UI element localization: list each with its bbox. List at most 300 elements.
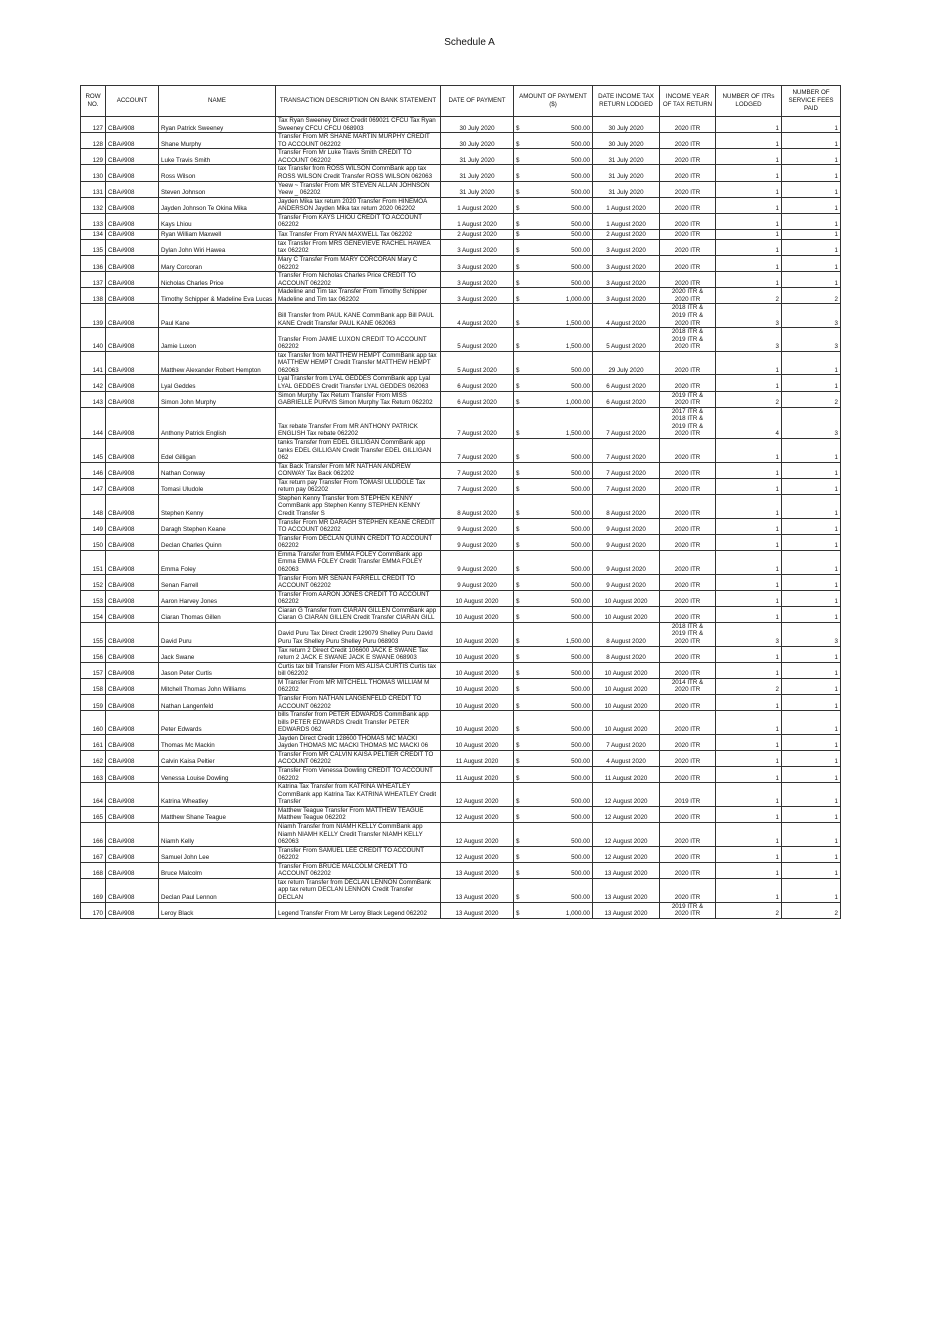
itrs-lodged-cell: 1 xyxy=(716,213,782,229)
fees-paid-cell: 1 xyxy=(782,518,841,534)
name-cell: Tomasi Uludole xyxy=(159,478,276,494)
payment-date-cell: 1 August 2020 xyxy=(441,197,514,213)
income-year-cell: 2020 ITR xyxy=(660,862,716,878)
amount-cell xyxy=(514,478,593,494)
currency-symbol: $ xyxy=(516,758,520,766)
itrs-lodged-cell: 1 xyxy=(716,462,782,478)
amount-value: 1,000.00 xyxy=(565,399,590,407)
amount-cell xyxy=(514,518,593,534)
amount-value: 1,500.00 xyxy=(565,343,590,351)
itrs-lodged-cell: 1 xyxy=(716,662,782,678)
name-cell: Niamh Kelly xyxy=(159,822,276,846)
table-row xyxy=(81,149,841,165)
income-year-cell: 2020 ITR xyxy=(660,133,716,149)
header-income-year: INCOME YEAR OF TAX RETURN xyxy=(660,86,716,117)
income-year-cell: 2020 ITR xyxy=(660,117,716,133)
table-row xyxy=(81,494,841,518)
name-cell: Jayden Johnson Te Okina Mika xyxy=(159,197,276,213)
amount-cell xyxy=(514,862,593,878)
description-cell: Transfer From MR SENAN FARRELL CREDIT TO ACCOUNT 062202 xyxy=(276,574,441,590)
row-number-cell: 133 xyxy=(81,213,106,229)
income-year-cell: 2020 ITR xyxy=(660,197,716,213)
name-cell: Ross Wilson xyxy=(159,165,276,181)
itrs-lodged-cell: 3 xyxy=(716,328,782,352)
amount-value: 500.00 xyxy=(571,221,590,229)
account-cell: CBA#908 xyxy=(106,391,159,407)
currency-symbol: $ xyxy=(516,542,520,550)
income-year-cell: 2019 ITR xyxy=(660,783,716,807)
table-row xyxy=(81,213,841,229)
payment-date-cell: 5 August 2020 xyxy=(441,328,514,352)
currency-symbol: $ xyxy=(516,430,520,438)
fees-paid-cell: 1 xyxy=(782,229,841,239)
amount-value: 1,500.00 xyxy=(565,638,590,645)
amount-cell xyxy=(514,711,593,735)
description-cell: tanks Transfer from EDEL GILLIGAN CommBank app tanks EDEL GILLIGAN Credit Transfer EDEL GILLIGAN 062 xyxy=(276,438,441,462)
itrs-lodged-cell: 1 xyxy=(716,165,782,181)
amount-cell xyxy=(514,550,593,574)
fees-paid-cell: 1 xyxy=(782,550,841,574)
itrs-lodged-cell: 1 xyxy=(716,351,782,375)
itrs-lodged-cell: 1 xyxy=(716,646,782,662)
name-cell: Thomas Mc Mackin xyxy=(159,734,276,750)
lodged-date-cell: 10 August 2020 xyxy=(593,711,660,735)
lodged-date-cell: 7 August 2020 xyxy=(593,462,660,478)
lodged-date-cell: 31 July 2020 xyxy=(593,165,660,181)
table-row xyxy=(81,846,841,862)
account-cell: CBA#908 xyxy=(106,375,159,391)
income-year-cell: 2018 ITR & 2019 ITR & 2020 ITR xyxy=(660,304,716,328)
fees-paid-cell: 1 xyxy=(782,783,841,807)
payment-date-cell: 7 August 2020 xyxy=(441,407,514,438)
table-row xyxy=(81,767,841,783)
payment-date-cell: 7 August 2020 xyxy=(441,478,514,494)
amount-cell xyxy=(514,878,593,902)
account-cell: CBA#908 xyxy=(106,462,159,478)
income-year-cell: 2020 ITR xyxy=(660,846,716,862)
row-number-cell: 157 xyxy=(81,662,106,678)
table-row xyxy=(81,734,841,750)
lodged-date-cell: 13 August 2020 xyxy=(593,862,660,878)
currency-symbol: $ xyxy=(516,910,520,918)
payment-date-cell: 31 July 2020 xyxy=(441,149,514,165)
itrs-lodged-cell: 1 xyxy=(716,375,782,391)
row-number-cell: 151 xyxy=(81,550,106,574)
lodged-date-cell: 9 August 2020 xyxy=(593,518,660,534)
fees-paid-cell: 2 xyxy=(782,288,841,304)
currency-symbol: $ xyxy=(516,774,520,782)
row-number-cell: 146 xyxy=(81,462,106,478)
account-cell: CBA#908 xyxy=(106,181,159,197)
header-description: TRANSACTION DESCRIPTION ON BANK STATEMENT xyxy=(276,86,441,117)
name-cell: Katrina Wheatley xyxy=(159,783,276,807)
row-number-cell: 138 xyxy=(81,288,106,304)
description-cell: Transfer From Venessa Dowling CREDIT TO ACCOUNT 062202 xyxy=(276,767,441,783)
itrs-lodged-cell: 1 xyxy=(716,734,782,750)
account-cell: CBA#908 xyxy=(106,117,159,133)
payment-date-cell: 10 August 2020 xyxy=(441,711,514,735)
description-cell: M Transfer From MR MITCHELL THOMAS WILLIAM M 062202 xyxy=(276,678,441,694)
payment-date-cell: 10 August 2020 xyxy=(441,646,514,662)
amount-value: 500.00 xyxy=(571,582,590,590)
name-cell: Shane Murphy xyxy=(159,133,276,149)
row-number-cell: 147 xyxy=(81,478,106,494)
account-cell: CBA#908 xyxy=(106,846,159,862)
account-cell: CBA#908 xyxy=(106,767,159,783)
description-cell: Simon Murphy Tax Return Transfer From MISS GABRIELLE PURVIS Simon Murphy Tax Return 062202 xyxy=(276,391,441,407)
description-cell: Transfer From NATHAN LANGENFELD CREDIT TO ACCOUNT 062202 xyxy=(276,694,441,710)
currency-symbol: $ xyxy=(516,726,520,734)
income-year-cell: 2020 ITR xyxy=(660,534,716,550)
description-cell: Transfer From JAMIE LUXON CREDIT TO ACCOUNT 062202 xyxy=(276,328,441,352)
currency-symbol: $ xyxy=(516,205,520,213)
itrs-lodged-cell: 1 xyxy=(716,494,782,518)
amount-value: 500.00 xyxy=(571,383,590,390)
row-number-cell: 137 xyxy=(81,272,106,288)
payment-date-cell: 10 August 2020 xyxy=(441,606,514,622)
amount-cell xyxy=(514,662,593,678)
account-cell: CBA#908 xyxy=(106,165,159,181)
lodged-date-cell: 7 August 2020 xyxy=(593,478,660,494)
currency-symbol: $ xyxy=(516,670,520,678)
amount-value: 500.00 xyxy=(571,124,590,132)
fees-paid-cell: 2 xyxy=(782,902,841,918)
income-year-cell: 2020 ITR xyxy=(660,181,716,197)
currency-symbol: $ xyxy=(516,140,520,148)
page-title: Schedule A xyxy=(444,37,495,48)
table-row xyxy=(81,694,841,710)
payment-date-cell: 10 August 2020 xyxy=(441,694,514,710)
description-cell: Tax return 2 Direct Credit 106600 JACK E SWANE Tax return 2 JACK E SWANE JACK E SWANE 068903 xyxy=(276,646,441,662)
lodged-date-cell: 13 August 2020 xyxy=(593,878,660,902)
income-year-cell: 2020 ITR & 2020 ITR xyxy=(660,288,716,304)
currency-symbol: $ xyxy=(516,510,520,517)
account-cell: CBA#908 xyxy=(106,783,159,807)
row-number-cell: 162 xyxy=(81,750,106,766)
name-cell: Nicholas Charles Price xyxy=(159,272,276,288)
itrs-lodged-cell: 2 xyxy=(716,288,782,304)
amount-value: 500.00 xyxy=(571,172,590,180)
fees-paid-cell: 1 xyxy=(782,534,841,550)
amount-value: 500.00 xyxy=(571,510,590,517)
description-cell: Niamh Transfer from NIAMH KELLY CommBank app Niamh NIAMH KELLY Credit Transfer NIAMH KELLY 062063 xyxy=(276,822,441,846)
table-row xyxy=(81,351,841,375)
currency-symbol: $ xyxy=(516,486,520,494)
income-year-cell: 2020 ITR xyxy=(660,550,716,574)
row-number-cell: 167 xyxy=(81,846,106,862)
lodged-date-cell: 10 August 2020 xyxy=(593,606,660,622)
name-cell: Jamie Luxon xyxy=(159,328,276,352)
fees-paid-cell: 1 xyxy=(782,694,841,710)
table-row xyxy=(81,518,841,534)
description-cell: David Puru Tax Direct Credit 129079 Shelley Puru David Puru Tax Shelley Puru Shelley Puru 068903 xyxy=(276,622,441,646)
fees-paid-cell: 1 xyxy=(782,767,841,783)
payment-date-cell: 4 August 2020 xyxy=(441,304,514,328)
account-cell: CBA#908 xyxy=(106,197,159,213)
account-cell: CBA#908 xyxy=(106,213,159,229)
row-number-cell: 165 xyxy=(81,806,106,822)
description-cell: Matthew Teague Transfer From MATTHEW TEAGUE Matthew Teague 062202 xyxy=(276,806,441,822)
description-cell: Transfer From Mr Luke Travis Smith CREDIT TO ACCOUNT 062202 xyxy=(276,149,441,165)
table-row xyxy=(81,229,841,239)
account-cell: CBA#908 xyxy=(106,806,159,822)
account-cell: CBA#908 xyxy=(106,606,159,622)
income-year-cell: 2020 ITR xyxy=(660,375,716,391)
income-year-cell: 2020 ITR xyxy=(660,646,716,662)
row-number-cell: 140 xyxy=(81,328,106,352)
description-cell: Legend Transfer From Mr Leroy Black Legend 062202 xyxy=(276,902,441,918)
itrs-lodged-cell: 1 xyxy=(716,550,782,574)
name-cell: Jason Peter Curtis xyxy=(159,662,276,678)
amount-cell xyxy=(514,117,593,133)
row-number-cell: 144 xyxy=(81,407,106,438)
amount-value: 500.00 xyxy=(571,263,590,271)
amount-cell xyxy=(514,606,593,622)
description-cell: tax Transfer from ROSS WILSON CommBank app tax ROSS WILSON Credit Transfer ROSS WILSON 062063 xyxy=(276,165,441,181)
amount-cell xyxy=(514,590,593,606)
lodged-date-cell: 4 August 2020 xyxy=(593,750,660,766)
account-cell: CBA#908 xyxy=(106,711,159,735)
table-row xyxy=(81,272,841,288)
currency-symbol: $ xyxy=(516,854,520,862)
itrs-lodged-cell: 2 xyxy=(716,678,782,694)
row-number-cell: 155 xyxy=(81,622,106,646)
description-cell: Tax Ryan Sweeney Direct Credit 069021 CFCU Tax Ryan Sweeney CFCU CFCU 068903 xyxy=(276,117,441,133)
lodged-date-cell: 2 August 2020 xyxy=(593,229,660,239)
lodged-date-cell: 10 August 2020 xyxy=(593,694,660,710)
fees-paid-cell: 1 xyxy=(782,862,841,878)
name-cell: Ryan Patrick Sweeney xyxy=(159,117,276,133)
account-cell: CBA#908 xyxy=(106,288,159,304)
table-row xyxy=(81,407,841,438)
payment-date-cell: 30 July 2020 xyxy=(441,117,514,133)
name-cell: Kays Lhiou xyxy=(159,213,276,229)
amount-cell xyxy=(514,288,593,304)
currency-symbol: $ xyxy=(516,654,520,662)
amount-cell xyxy=(514,750,593,766)
account-cell: CBA#908 xyxy=(106,646,159,662)
account-cell: CBA#908 xyxy=(106,256,159,272)
fees-paid-cell: 3 xyxy=(782,622,841,646)
table-row xyxy=(81,902,841,918)
fees-paid-cell: 1 xyxy=(782,197,841,213)
fees-paid-cell: 1 xyxy=(782,165,841,181)
lodged-date-cell: 8 August 2020 xyxy=(593,494,660,518)
description-cell: Yeew ~ Transfer From MR STEVEN ALLAN JOHNSON Yeew _ 062202 xyxy=(276,181,441,197)
fees-paid-cell: 1 xyxy=(782,375,841,391)
amount-cell xyxy=(514,574,593,590)
account-cell: CBA#908 xyxy=(106,590,159,606)
itrs-lodged-cell: 1 xyxy=(716,478,782,494)
table-row xyxy=(81,197,841,213)
name-cell: Matthew Shane Teague xyxy=(159,806,276,822)
row-number-cell: 132 xyxy=(81,197,106,213)
account-cell: CBA#908 xyxy=(106,574,159,590)
account-cell: CBA#908 xyxy=(106,328,159,352)
name-cell: Paul Kane xyxy=(159,304,276,328)
income-year-cell: 2020 ITR xyxy=(660,590,716,606)
table-row xyxy=(81,328,841,352)
name-cell: Calvin Kaisa Peltier xyxy=(159,750,276,766)
lodged-date-cell: 7 August 2020 xyxy=(593,438,660,462)
row-number-cell: 166 xyxy=(81,822,106,846)
name-cell: Steven Johnson xyxy=(159,181,276,197)
name-cell: Senan Farrell xyxy=(159,574,276,590)
fees-paid-cell: 1 xyxy=(782,878,841,902)
amount-value: 500.00 xyxy=(571,894,590,901)
name-cell: Samuel John Lee xyxy=(159,846,276,862)
currency-symbol: $ xyxy=(516,742,520,750)
description-cell: Transfer From SAMUEL LEE CREDIT TO ACCOUNT 062202 xyxy=(276,846,441,862)
row-number-cell: 148 xyxy=(81,494,106,518)
description-cell: Transfer From AARON JONES CREDIT TO ACCOUNT 062202 xyxy=(276,590,441,606)
amount-cell xyxy=(514,438,593,462)
row-number-cell: 128 xyxy=(81,133,106,149)
currency-symbol: $ xyxy=(516,565,520,573)
row-number-cell: 164 xyxy=(81,783,106,807)
lodged-date-cell: 6 August 2020 xyxy=(593,391,660,407)
lodged-date-cell: 8 August 2020 xyxy=(593,622,660,646)
account-cell: CBA#908 xyxy=(106,407,159,438)
row-number-cell: 160 xyxy=(81,711,106,735)
account-cell: CBA#908 xyxy=(106,662,159,678)
description-cell: Jayden Direct Credit 128600 THOMAS MC MACKI Jayden THOMAS MC MACKI THOMAS MC MACKI 06 xyxy=(276,734,441,750)
amount-cell xyxy=(514,806,593,822)
lodged-date-cell: 9 August 2020 xyxy=(593,534,660,550)
amount-cell xyxy=(514,534,593,550)
payment-date-cell: 9 August 2020 xyxy=(441,518,514,534)
name-cell: Emma Foley xyxy=(159,550,276,574)
lodged-date-cell: 31 July 2020 xyxy=(593,149,660,165)
currency-symbol: $ xyxy=(516,582,520,590)
lodged-date-cell: 13 August 2020 xyxy=(593,902,660,918)
itrs-lodged-cell: 1 xyxy=(716,181,782,197)
amount-cell xyxy=(514,272,593,288)
amount-cell xyxy=(514,767,593,783)
lodged-date-cell: 9 August 2020 xyxy=(593,574,660,590)
lodged-date-cell: 10 August 2020 xyxy=(593,678,660,694)
fees-paid-cell: 1 xyxy=(782,351,841,375)
row-number-cell: 161 xyxy=(81,734,106,750)
row-number-cell: 159 xyxy=(81,694,106,710)
currency-symbol: $ xyxy=(516,614,520,622)
income-year-cell: 2014 ITR & 2020 ITR xyxy=(660,678,716,694)
lodged-date-cell: 7 August 2020 xyxy=(593,407,660,438)
itrs-lodged-cell: 4 xyxy=(716,407,782,438)
table-row xyxy=(81,622,841,646)
amount-value: 500.00 xyxy=(571,366,590,374)
amount-value: 500.00 xyxy=(571,470,590,478)
income-year-cell: 2020 ITR xyxy=(660,438,716,462)
currency-symbol: $ xyxy=(516,638,520,645)
description-cell: Madeline and Tim tax Transfer From Timothy Schipper Madeline and Tim tax 062202 xyxy=(276,288,441,304)
currency-symbol: $ xyxy=(516,295,520,303)
amount-value: 500.00 xyxy=(571,454,590,462)
amount-value: 500.00 xyxy=(571,486,590,494)
income-year-cell: 2020 ITR xyxy=(660,494,716,518)
header-row-no: ROW NO. xyxy=(81,86,106,117)
name-cell: Mary Corcoran xyxy=(159,256,276,272)
amount-value: 500.00 xyxy=(571,702,590,710)
amount-value: 1,000.00 xyxy=(565,910,590,918)
account-cell: CBA#908 xyxy=(106,862,159,878)
itrs-lodged-cell: 1 xyxy=(716,694,782,710)
table-row xyxy=(81,646,841,662)
account-cell: CBA#908 xyxy=(106,750,159,766)
account-cell: CBA#908 xyxy=(106,438,159,462)
payment-date-cell: 11 August 2020 xyxy=(441,750,514,766)
itrs-lodged-cell: 1 xyxy=(716,117,782,133)
table-row xyxy=(81,590,841,606)
fees-paid-cell: 1 xyxy=(782,678,841,694)
description-cell: tax Transfer From MRS GENEVIEVE RACHEL HAWEA tax 062202 xyxy=(276,239,441,255)
amount-value: 500.00 xyxy=(571,140,590,148)
currency-symbol: $ xyxy=(516,279,520,287)
lodged-date-cell: 12 August 2020 xyxy=(593,806,660,822)
payment-date-cell: 3 August 2020 xyxy=(441,256,514,272)
header-date-of-payment: DATE OF PAYMENT xyxy=(441,86,514,117)
table-row xyxy=(81,534,841,550)
amount-cell xyxy=(514,328,593,352)
amount-cell xyxy=(514,391,593,407)
table-row xyxy=(81,478,841,494)
currency-symbol: $ xyxy=(516,319,520,327)
income-year-cell: 2020 ITR xyxy=(660,822,716,846)
amount-value: 500.00 xyxy=(571,726,590,734)
amount-value: 500.00 xyxy=(571,798,590,806)
lodged-date-cell: 3 August 2020 xyxy=(593,256,660,272)
currency-symbol: $ xyxy=(516,702,520,710)
row-number-cell: 158 xyxy=(81,678,106,694)
row-number-cell: 153 xyxy=(81,590,106,606)
payment-date-cell: 10 August 2020 xyxy=(441,590,514,606)
itrs-lodged-cell: 1 xyxy=(716,256,782,272)
payment-date-cell: 7 August 2020 xyxy=(441,438,514,462)
amount-value: 500.00 xyxy=(571,686,590,694)
amount-value: 1,500.00 xyxy=(565,430,590,438)
description-cell: Transfer From MR CALVIN KAISA PELTIER CREDIT TO ACCOUNT 062202 xyxy=(276,750,441,766)
account-cell: CBA#908 xyxy=(106,478,159,494)
name-cell: Lyal Geddes xyxy=(159,375,276,391)
account-cell: CBA#908 xyxy=(106,878,159,902)
row-number-cell: 150 xyxy=(81,534,106,550)
amount-value: 500.00 xyxy=(571,542,590,550)
lodged-date-cell: 31 July 2020 xyxy=(593,181,660,197)
amount-cell xyxy=(514,462,593,478)
itrs-lodged-cell: 1 xyxy=(716,229,782,239)
amount-cell xyxy=(514,694,593,710)
currency-symbol: $ xyxy=(516,366,520,374)
header-amount: AMOUNT OF PAYMENT ($) xyxy=(514,86,593,117)
income-year-cell: 2020 ITR xyxy=(660,229,716,239)
description-cell: bills Transfer from PETER EDWARDS CommBank app bills PETER EDWARDS Credit Transfer PETER EDWARDS 062 xyxy=(276,711,441,735)
name-cell: Nathan Conway xyxy=(159,462,276,478)
row-number-cell: 139 xyxy=(81,304,106,328)
income-year-cell: 2020 ITR xyxy=(660,462,716,478)
amount-cell xyxy=(514,133,593,149)
lodged-date-cell: 8 August 2020 xyxy=(593,646,660,662)
income-year-cell: 2020 ITR xyxy=(660,750,716,766)
payment-date-cell: 13 August 2020 xyxy=(441,878,514,902)
fees-paid-cell: 1 xyxy=(782,213,841,229)
amount-cell xyxy=(514,351,593,375)
description-cell: Tax Back Transfer From MR NATHAN ANDREW CONWAY Tax Back 062202 xyxy=(276,462,441,478)
amount-value: 500.00 xyxy=(571,205,590,213)
amount-value: 500.00 xyxy=(571,814,590,822)
itrs-lodged-cell: 1 xyxy=(716,197,782,213)
itrs-lodged-cell: 1 xyxy=(716,606,782,622)
amount-cell xyxy=(514,304,593,328)
